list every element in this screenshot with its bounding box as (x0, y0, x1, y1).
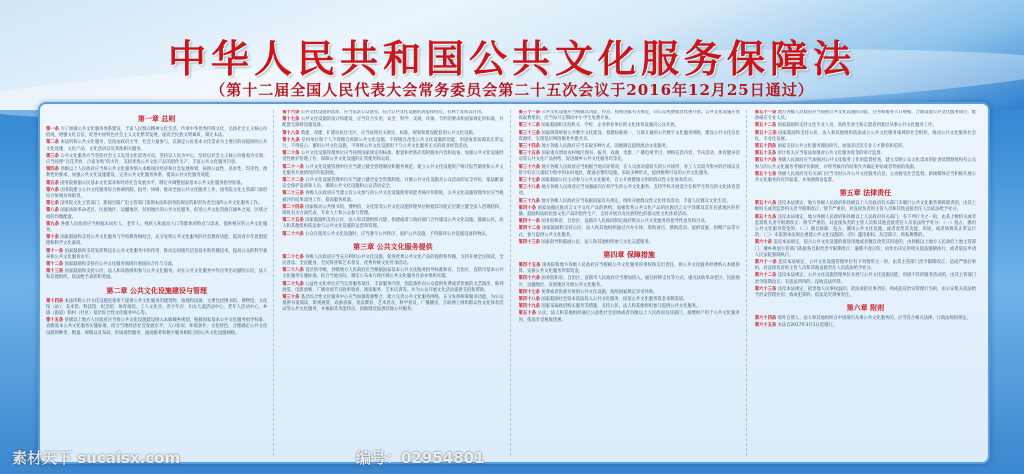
article-number: 第五十六条 (754, 158, 777, 164)
article-paragraph (755, 144, 976, 150)
article-number: 第五十二条 (754, 123, 777, 129)
article-paragraph (519, 219, 740, 225)
article-paragraph (755, 240, 976, 259)
article-paragraph (519, 110, 740, 122)
article-number: 第六十五条 (754, 323, 777, 329)
article-number: 第七条 (46, 201, 59, 207)
article-paragraph (282, 255, 503, 267)
article-paragraph (519, 240, 740, 246)
article-text: 国务院根据公民基本文化需求和经济社会发展水平，制定并调整国家基本公共文化服务指导标准。 (60, 180, 246, 186)
article-text: 国家鼓励和支持公民、法人和其他组织依法成立公共文化服务领域的社会组织，推动公共文化服务社会化、专业化发展。 (754, 130, 977, 142)
article-paragraph (282, 138, 503, 150)
article-paragraph (755, 172, 976, 184)
article-paragraph (755, 215, 976, 240)
article-text: 国家鼓励和支持公共文化服务与学校教育相结合，充分发挥公共文化服务的社会教育功能，提高青少年思想道德和科学文化素质。 (46, 235, 268, 247)
article-paragraph (46, 181, 267, 187)
article-paragraph (519, 263, 740, 275)
article-number: 第四十一条 (518, 219, 540, 225)
article-paragraph (519, 297, 740, 303)
article-paragraph (46, 188, 267, 200)
article-number: 第四十六条 (518, 276, 541, 282)
article-paragraph (282, 295, 503, 314)
article-number: 第四条 (46, 167, 59, 173)
article-number: 第五十八条 (754, 201, 777, 207)
article-paragraph (282, 191, 503, 203)
article-text: 国家支持公共文化服务理论研究，加强多层次专业人才教育和培训。 (777, 144, 907, 150)
article-number: 第二十七条 (282, 254, 304, 260)
chapter-heading: 第五章 法律责任 (839, 189, 892, 198)
article-number: 第五条 (46, 180, 59, 186)
article-number: 第十五条 (46, 318, 64, 324)
article-number: 第九条 (46, 221, 60, 227)
article-number: 第四十五条 (518, 263, 541, 269)
article-paragraph (755, 123, 976, 129)
article-paragraph (519, 304, 740, 310)
article-number: 第十九条 (282, 137, 300, 143)
article-number: 第十八条 (282, 130, 300, 136)
article-number: 第十三条 (46, 269, 64, 275)
article-paragraph (755, 287, 976, 299)
article-paragraph (755, 323, 976, 329)
article-text: 国家鼓励和支持公民、法人和其他组织兴建、捐建或者与政府部门合作建设公共文化设施，鼓励公民、法人和其他组织依法参与公共文化设施的运营和管理。 (282, 218, 504, 230)
article-paragraph (46, 167, 267, 179)
article-text: 地方各级人民政府应当加强面向在校学生的公共文化服务，支持学校开展适合在校学生特点的文化体育活动。 (518, 185, 740, 197)
article-paragraph (282, 178, 503, 190)
article-text: 国务院文化主管部门、新闻出版广电主管部门依照本法和国务院规定的职责负责全国的公共文化服务工作。 (60, 201, 263, 207)
article-paragraph (755, 273, 976, 285)
article-paragraph (46, 299, 267, 318)
article-text: 本法自2017年3月1日起施行。 (777, 323, 837, 329)
article-paragraph (755, 316, 976, 322)
article-paragraph (46, 249, 267, 261)
article-text: 国家倡导和鼓励公民、法人和其他组织参与文化志愿服务。 (541, 239, 654, 245)
article-text: 新建、改建、扩建居民住宅区，应当按照有关规定、标准，规划和建设配套的公共文化设施。 (300, 130, 477, 136)
article-paragraph (755, 131, 976, 143)
article-text: 违反本法规定，地方各级人民政府和县级以上人民政府有关部门未履行公共文化服务保障职责的，由其上级机关或者监察机关责令限期改正；情节严重的，对直接负责的主管人员和其他直接责任人员依法给予处分。 (754, 201, 977, 213)
article-number: 第五十四条 (754, 144, 777, 150)
article-text: 国家鼓励和支持公民、法人和其他组织参与公共文化服务。对在公共文化服务中作出突出贡献的公民、法人和其他组织，依法给予表彰和奖励。 (46, 269, 268, 281)
article-paragraph (282, 151, 503, 163)
article-paragraph (519, 151, 740, 163)
article-number: 第五十五条 (754, 151, 777, 157)
article-text: 国务院和省、自治区、直辖市人民政府制定政府购买公共文化服务的指导性意见和目录。 (541, 219, 709, 225)
article-text: 本法所称公共文化设施是指用于提供公共文化服务的建筑物、场地和设备，主要包括图书馆、博物馆、文化馆（站）、美术馆、科技馆、纪念馆、体育场馆、工人文化宫、青少年宫、妇女儿童活动中心、老年人活动中心、乡镇（街道）和村（社区）基层综合性文化服务中心等。 (46, 298, 268, 317)
article-paragraph (46, 269, 267, 281)
article-number: 第六条 (46, 187, 59, 193)
watermark-id: 编号：02954801 (356, 449, 485, 467)
article-text: 县级以上人民政府应当将公共文化服务纳入本级国民经济和社会发展规划，按照公益性、基本性、均等性、便利性的要求，加强公共文化设施建设，完善公共文化服务体系，提高公共文化服务效能。 (46, 167, 268, 179)
article-text: 国家鼓励和支持在公共文化服务领域开展国际合作与交流。 (64, 262, 177, 268)
text-column (46, 110, 274, 456)
article-paragraph (46, 127, 267, 139)
article-text: 地方各级人民政府应当按照公共文化设施的功能、任务和服务人口规模，合理设置公共文化服务岗位，配备相应专业人员。 (754, 110, 977, 122)
text-column (282, 110, 510, 456)
article-paragraph (46, 140, 267, 152)
article-paragraph (282, 205, 503, 217)
article-paragraph (519, 131, 740, 143)
chapter-heading: 第四章 保障措施 (603, 251, 655, 260)
article-number: 第三十八条 (518, 185, 541, 191)
article-text: 国家鼓励和支持机关、学校、企业事业单位的文化体育设施向公众开放。 (541, 123, 679, 129)
article-number: 第五十条 (518, 311, 537, 317)
article-number: 第六十三条 (754, 286, 777, 292)
article-number: 第十条 (46, 235, 59, 241)
article-paragraph (46, 208, 267, 220)
article-text: 违反本法规定，地方各级人民政府和县级以上人民政府有关部门，有下列行为之一的，由其上级机关或者监察机关责令限期改正；情节严重的，对直接负责的主管人员和其他直接责任人员依法给予处分：（一）侵占、挪用公共文化服务资金的；（二）擅自拆除、侵占、挪用公共文化设施，或者改变其功能、用途，或者妨碍其正常运行的；（三）未依照本法规定重建公共文化设施的；（四）滥用职权、玩忽职守、徇私舞弊的。 (754, 214, 977, 239)
article-text: 各级人民政府应当加强对公共文化服务工作的监督检查，建立反映公众文化需求的征询反馈制度和有公众参与的公共文化服务考核评价制度，并将考核评价结果作为确定补贴或者奖励的依据。 (754, 158, 977, 170)
article-paragraph (519, 123, 740, 129)
article-text: 国家鼓励社会资本依法投入公共文化服务，拓宽公共文化服务资金来源渠道。 (541, 297, 688, 303)
article-text: 公共文化设施管理单位应当建立健全管理制度和服务规范，建立公共文化设施资产统计报告制度和公共文化服务开展情况的年报制度。 (282, 164, 504, 176)
watermark-site: 素材天下 sucaisx.com (12, 449, 181, 467)
article-number: 第四十七条 (518, 289, 540, 295)
article-number: 第十四条 (46, 298, 64, 304)
article-paragraph (46, 235, 267, 247)
article-number: 第二十条 (282, 151, 300, 157)
article-text: 地方各级人民政府应当依据国家有关规定，组织开展群众性文化体育活动，丰富人民群众文化生活。 (541, 198, 731, 204)
article-number: 第四十九条 (518, 304, 540, 310)
article-number: 第二十三条 (282, 191, 304, 197)
article-number: 第三十五条 (518, 151, 541, 157)
article-text: 国家鼓励公民主动参与公共文化服务，自主开展健康文明的群众性文化体育活动。 (541, 178, 697, 184)
article-text: 国务院建立公共文化服务综合协调机制，指导、协调、推动全国公共文化服务工作。国务院文化主管部门承担综合协调具体职责。 (46, 187, 268, 200)
text-columns (46, 110, 982, 456)
article-paragraph (46, 222, 267, 234)
article-text: 各级人民政府应当建立有公众参与的公共文化设施使用效能考核评价制度，公共文化设施管理单位应当根据评价结果改进工作，提高服务质量。 (282, 191, 504, 203)
chapter-heading: 第六章 附则 (846, 304, 885, 313)
article-text: 本法所称公共文化服务，是指由政府主导、社会力量参与，以满足公民基本文化需求为主要目的而提供的公共文化设施、文化产品、文化活动以及其他相关服务。 (46, 140, 268, 152)
article-paragraph (519, 226, 740, 238)
article-number: 第六十二条 (754, 273, 777, 279)
article-number: 第三十二条 (518, 123, 540, 129)
article-number: 第三十三条 (518, 130, 541, 136)
article-text: 国家采取政府购买服务等措施，支持公民、法人和其他组织参与提供公共文化服务。 (541, 304, 701, 310)
article-number: 第十六条 (282, 110, 300, 115)
article-paragraph (755, 260, 976, 272)
article-text: 地方各级人民政府应当根据当地实际情况，在人员流动量较大的公共场所、务工人员较为集中的区域以及留守妇女儿童较为集中的农村地区，配备必要的设施，采取多种形式，提供便利可及的公共文化服务。 (518, 164, 740, 176)
article-text: 公民、法人和其他组织通过公益性社会团体或者县级以上人民政府及其部门，捐赠财产用于公共文化服务的，依法享受税收优惠。 (518, 311, 740, 323)
article-number: 第十二条 (46, 262, 64, 268)
article-number: 第三十四条 (518, 144, 540, 150)
article-number: 第三十条 (282, 295, 300, 301)
article-text: 国家鼓励和支持文化专业人员、高校毕业生和志愿者到基层从事公共文化服务工作。 (777, 123, 937, 129)
article-paragraph (755, 158, 976, 170)
article-paragraph (282, 131, 503, 137)
article-text: 国家推动公共图书馆、博物馆、文化馆等公共文化设施管理单位根据其功能定位建立健全法人治理结构，吸收有关方面代表、专业人士和公众参与管理。 (282, 204, 504, 217)
article-paragraph (282, 232, 503, 238)
article-number: 第八条 (46, 208, 59, 214)
article-paragraph (282, 117, 503, 129)
article-number: 第四十二条 (518, 226, 541, 232)
article-number: 第五十九条 (754, 214, 777, 220)
article-paragraph (46, 318, 267, 337)
article-text: 境外自然人、法人和其他组织在中国境内从事公共文化服务的，应当符合相关法律、行政法规的规定。 (777, 316, 971, 322)
article-paragraph (519, 311, 740, 323)
article-number: 第二十八条 (282, 268, 304, 274)
text-column (755, 110, 982, 456)
page-subtitle: （第十二届全国人民代表大会常务委员会第二十五次会议于2016年12月25日通过） (210, 81, 814, 99)
article-paragraph (755, 110, 976, 122)
article-number: 第五十七条 (754, 171, 777, 177)
article-number: 第二十六条 (282, 231, 304, 237)
article-text: 任何单位和个人不得擅自拆除公共文化设施，不得擅自改变公共文化设施的功能、用途或者妨碍其正常运行，不得侵占、挪用公共文化设施，不得将公共文化设施用于与公共文化服务无关的商业经营活动。 (282, 137, 504, 150)
page-title: 中华人民共和国公共文化服务保障法 (167, 36, 856, 81)
article-number: 第四十条 (518, 205, 537, 211)
article-text: 国务院和省、自治区、直辖市人民政府应当增加投入，通过转移支付等方式，重点扶助革命老区、民族地区、边疆地区、贫困地区开展公共文化服务。 (518, 276, 740, 288)
chapter-heading: 第三章 公共文化服务提供 (353, 242, 433, 251)
article-text: 国家扶助革命老区、民族地区、边疆地区、贫困地区的公共文化服务，促进公共文化资源在城乡之间、区域之间的均衡配置。 (46, 208, 268, 220)
article-number: 第五十三条 (754, 130, 777, 136)
article-paragraph (519, 290, 740, 296)
article-number: 第四十三条 (518, 239, 540, 245)
article-text: 公众在使用公共文化设施时，应当遵守公共秩序，爱护公共设施，不得损坏公共设施设备和物品。 (305, 231, 490, 237)
article-paragraph (519, 185, 740, 197)
article-text: 设区的市级、县级地方人民政府应当根据国家基本公共文化服务指导标准和省、自治区、直辖市基本公共文化服务实施标准，结合当地实际，制定公布本行政区域公共文化服务目录并组织实施。 (282, 268, 504, 280)
article-paragraph (519, 206, 740, 218)
article-text: 国家统筹规划公共数字文化建设，构建标准统一、互联互通的公共数字文化服务网络，建设公共文化信息资源库，实现基层网络服务共建共享。 (518, 130, 740, 142)
article-text: 违反本法规定，侵占公共文化设施的建设用地或者擅自改变其用途的，由县级以上地方人民政府土地主管部门、城乡规划主管部门依据各自职责责令限期改正；逾期不改正的，由作出决定的机关依法强制执行，或者依法申请人民法院强制执行。 (754, 240, 977, 258)
article-number: 第六十一条 (754, 260, 777, 266)
article-text: 地方各级人民政府应当采取多种方式，因地制宜提供流动文化服务。 (541, 144, 671, 150)
chapter-heading: 第二章 公共文化设施建设与管理 (106, 286, 207, 295)
article-text: 公共文化设施应当根据其功能、特点，按照国家有关规定，向公众免费或者优惠开放。公共文化设施开放收取费用的，应当每月定期向中小学生免费开放。 (518, 110, 740, 122)
article-number: 第三十六条 (518, 164, 541, 170)
article-number: 第三条 (46, 153, 59, 159)
article-number: 第二十九条 (282, 281, 304, 287)
article-text: 各级人民政府应当充分利用公共文化设施，促进优秀公共文化产品的提供和传播，支持开展全民阅读、全民普法、全民健身、全民科普和艺术普及、优秀传统文化传承活动。 (282, 254, 504, 267)
article-text: 国家鼓励和支持发挥科技在公共文化服务中的作用，推动运用现代信息技术和传播技术，提高公众的科学素养和公共文化服务水平。 (46, 248, 268, 260)
article-number: 第三十一条 (518, 110, 541, 115)
article-text: 公共文化设施管理单位应当建立健全安全管理制度，开展公共文化设施及公众活动的安全评价，依法配备安全保护设备和人员，保障公共文化设施和公众活动安全。 (282, 178, 504, 190)
article-paragraph (519, 276, 740, 288)
article-text: 违反本法规定，公共文化设施管理单位有下列情形之一的，由其主管部门责令限期改正；造成严重后果的，对直接负责的主管人员和其他直接责任人员依法给予处分。 (754, 260, 977, 272)
article-text: 国家鼓励和支持公民、法人和其他组织通过兴办实体、资助项目、赞助活动、提供设施、捐赠产品等方式，参与提供公共文化服务。 (518, 226, 740, 238)
article-paragraph (755, 201, 976, 213)
article-text: 基层综合性文化服务中心应当加强资源整合，建立完善公共文化服务网络，充分发挥统筹服务功能，为公众提供书报阅读、影视观赏、戏曲表演、普法教育、艺术普及、科学普及、广播播送、互联网上网和群众性文化体育活动等公共文化服务，并根据其功能特点，因地制宜提供其他公共服务。 (282, 295, 504, 313)
article-text: 违反本法规定，公共文化设施管理单位开展与公共文化设施功能、用途不符的服务活动的，由其主管部门责令限期改正；有违法所得的，没收违法所得。 (754, 273, 977, 285)
article-text: 国务院和地方各级人民政府应当根据公共文化服务的事权和支出责任，将公共文化服务经费纳入本级预算，安排公共文化服务所需资金。 (518, 263, 740, 275)
article-paragraph (282, 282, 503, 294)
article-text: 公益性文化单位应当完善服务项目、丰富服务内容，创造条件向公众提供免费或者优惠的文艺演出、陈列展览、电影放映、广播电视节目收听收看、阅读服务、艺术培训等，并为公众开展文化活动提供支持和帮助。 (282, 281, 504, 293)
article-number: 第三十九条 (518, 198, 540, 204)
article-text: 国家重点增加农村地区图书、报刊、戏曲、电影、广播电视节目、网络信息内容、节庆活动、体育健身活动等公共文化产品供给，促进城乡公共文化服务均等化。 (518, 151, 740, 163)
article-number: 第十一条 (46, 248, 64, 254)
article-paragraph (282, 110, 503, 116)
article-paragraph (46, 201, 267, 207)
article-text: 国家加强民族语言文字文化产品的供给，加强优秀公共文化产品的民族语言文字译制及其在民族地区的传播，鼓励和扶助民族文化产品的创作生产，支持开展具有民族特色的群众性文化体育活动。 (518, 205, 740, 218)
article-text: 审计机关应当依法加强对公共文化服务资金的审计监督。 (777, 151, 886, 157)
article-paragraph (46, 262, 267, 268)
article-number: 第四十八条 (518, 297, 540, 303)
article-number: 第三十七条 (518, 178, 540, 184)
article-text: 公共文化设施的选址，应当征求公众意见，符合公共文化设施的功能和特点，有利于发挥其作用。 (300, 110, 486, 115)
article-paragraph (46, 154, 267, 166)
article-paragraph (519, 165, 740, 177)
article-text: 公共文化设施的设计和建设，应当符合实用、安全、科学、美观、环保、节约的要求和国家规定的标准，并配置无障碍设施设备。 (282, 117, 504, 129)
chapter-heading: 第一章 总则 (137, 115, 176, 123)
article-paragraph (282, 165, 503, 177)
article-text: 县级以上地方人民政府应当将公共文化设施建设纳入本级城乡规划，根据国家基本公共文化服务指导标准、省级基本公共文化服务实施标准，结合当地经济社会发展水平、人口状况、环境条件、文化特色，合理确定公共文化设施的种类、数量、规模以及布局，形成场馆服务、流动服务和数字服务相结合的公共文化设施网络。 (46, 318, 268, 336)
article-number: 第一条 (46, 127, 59, 132)
article-number: 第十七条 (282, 117, 300, 123)
article-number: 第五十一条 (754, 110, 777, 115)
article-text: 免费或者优惠开放的公共文化设施，按照国家规定享受补助。 (541, 289, 658, 295)
article-number: 第六十四条 (754, 316, 777, 322)
article-text: 公共文化服务应当坚持社会主义先进文化前进方向，坚持以人民为中心，坚持以社会主义核心价值观为引领；应当按照“百花齐放、百家争鸣”的方针，支持优秀公共文化产品的创作生产，丰富公共文化服务内容。 (46, 153, 268, 166)
article-paragraph (282, 218, 503, 230)
article-number: 第二十四条 (282, 204, 304, 210)
text-column (519, 110, 747, 456)
article-number: 第二十一条 (282, 164, 304, 170)
article-text: 各级人民政府应当根据未成年人、老年人、残疾人和流动人口等群体的特点与需求，提供相应的公共文化服务。 (46, 221, 268, 234)
article-text: 为了加强公共文化服务体系建设，丰富人民群众精神文化生活，传承中华优秀传统文化，弘扬社会主义核心价值观，增强文化自信，促进中国特色社会主义文化繁荣发展，提高全民族文明素质，制定本法。 (46, 127, 268, 139)
article-paragraph (282, 268, 503, 280)
article-paragraph (519, 178, 740, 184)
article-number: 第二十二条 (282, 178, 304, 184)
article-number: 第六十条 (754, 240, 772, 246)
law-text-board (38, 102, 990, 464)
article-paragraph (519, 199, 740, 205)
article-paragraph (755, 151, 976, 157)
article-text: 各级人民政府及有关部门应当及时公开公共文化服务信息，主动接受社会监督。新闻媒体应当积极开展公共文化服务的宣传报道，并加强舆论监督。 (754, 171, 977, 184)
article-text: 违反本法规定，损害他人民事权益的，依法承担民事责任；构成违反治安管理行为的，由公安机关依法给予治安管理处罚；构成犯罪的，依法追究刑事责任。 (754, 286, 977, 299)
article-paragraph (519, 144, 740, 150)
article-text: 公共文化设施管理单位应当按照国家规定的标准，配置和更新必需的服务内容和设备，加强公共文化设施经常性维护管理工作，保障公共文化设施的正常使用和运转。 (282, 151, 504, 163)
article-number: 第二条 (46, 140, 59, 146)
article-number: 第二十五条 (282, 218, 304, 224)
